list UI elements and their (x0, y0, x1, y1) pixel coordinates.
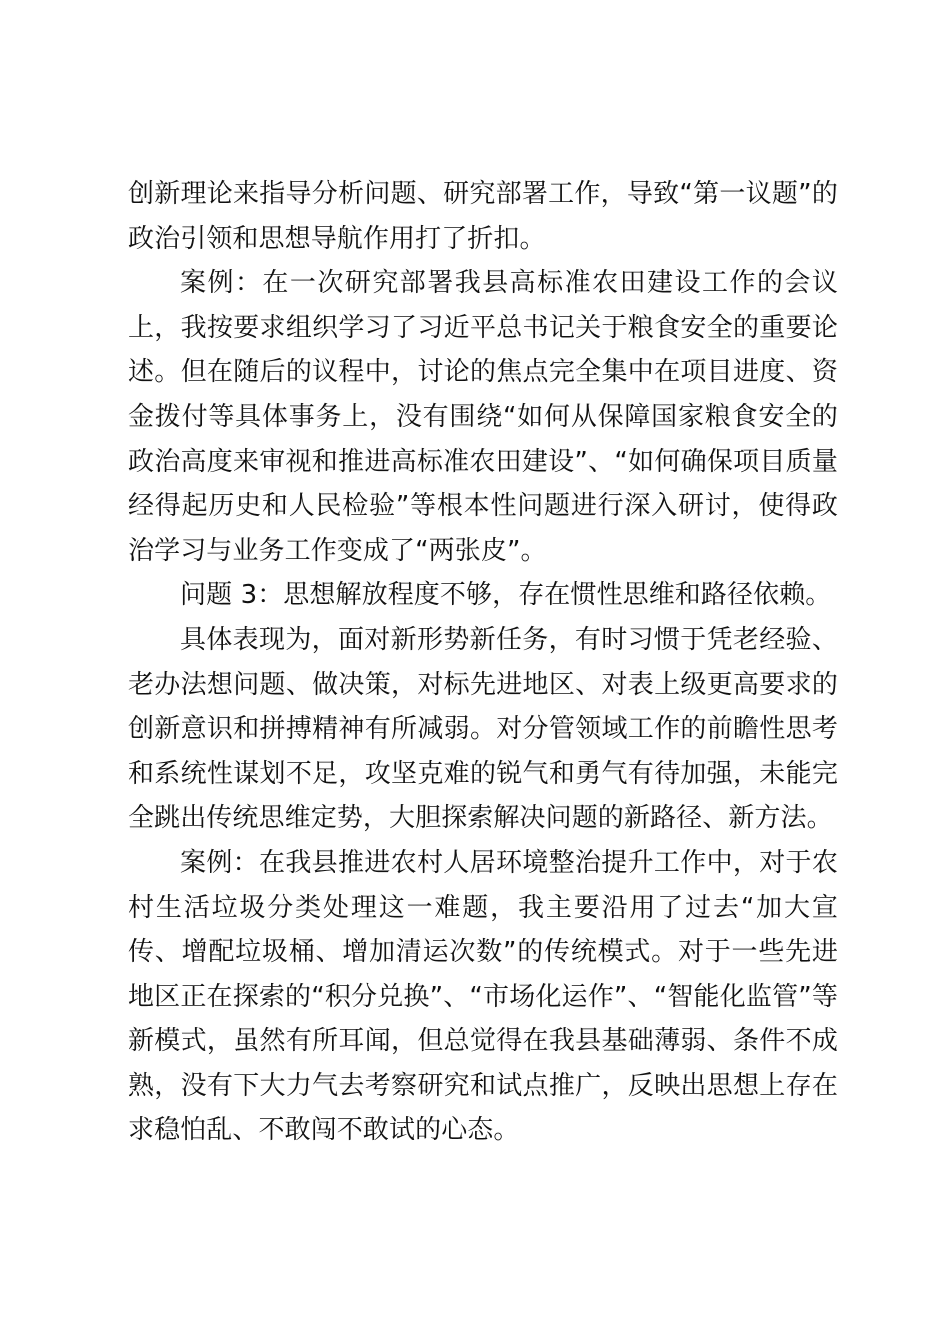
paragraph-case-2: 案例：在我县推进农村人居环境整治提升工作中，对于农村生活垃圾分类处理这一难题，我主要沿用了过去“加大宣传、增配垃圾桶、增加清运次数”的传统模式。对于一些先进地区正在探索的“积分兑换”、“市场化运作”、“智能化监管”等新模式，虽然有所耳闻，但总觉得在我县基础薄弱、条件不成熟，没有下大力气去考察研究和试点推广，反映出思想上存在求稳怕乱、不敢闯不敢试的心态。 (128, 847, 838, 1146)
paragraph-case-1: 案例：在一次研究部署我县高标准农田建设工作的会议上，我按要求组织学习了习近平总书记关于粮食安全的重要论述。但在随后的议程中，讨论的焦点完全集中在项目进度、资金拨付等具体事务上，没有围绕“如何从保障国家粮食安全的政治高度来审视和推进高标准农田建设”、“如何确保项目质量经得起历史和人民检验”等根本性问题进行深入研讨，使得政治学习与业务工作变成了“两张皮”。 (128, 268, 838, 566)
document-page (128, 172, 838, 1153)
paragraph-manifestation: 具体表现为，面对新形势新任务，有时习惯于凭老经验、老办法想问题、做决策，对标先进地区、对表上级更高要求的创新意识和拼搏精神有所减弱。对分管领域工作的前瞻性思考和系统性谋划不足，攻坚克难的锐气和勇气有待加强，未能完全跳出传统思维定势，大胆探索解决问题的新路径、新方法。 (128, 624, 838, 834)
paragraph-problem-3: 问题 3：思想解放程度不够，存在惯性思维和路径依赖。 (180, 580, 832, 611)
paragraph-continuation: 创新理论来指导分析问题、研究部署工作，导致“第一议题”的政治引领和思想导航作用打了折扣。 (128, 179, 838, 254)
